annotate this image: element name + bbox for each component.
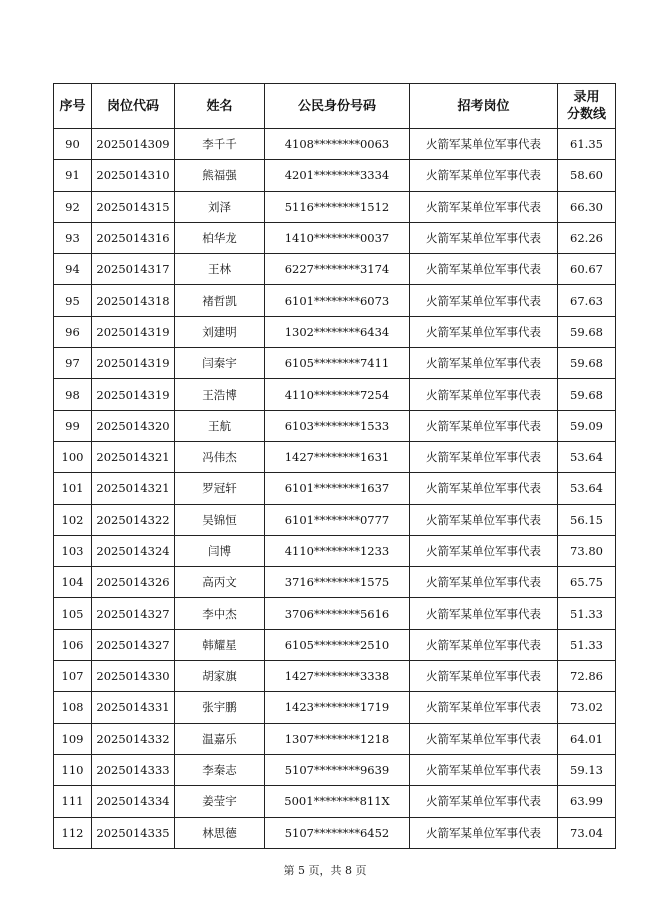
cell-name: 褚哲凯: [175, 285, 265, 316]
cell-score: 59.09: [558, 410, 616, 441]
header-score: [558, 84, 616, 129]
cell-name: 王航: [175, 410, 265, 441]
cell-post: 火箭军某单位军事代表: [410, 191, 558, 222]
table-row: [54, 129, 616, 160]
cell-score: 51.33: [558, 598, 616, 629]
cell-post: 火箭军某单位军事代表: [410, 160, 558, 191]
cell-name: 胡家旗: [175, 661, 265, 692]
table-row: [54, 379, 616, 410]
cell-seq: 97: [54, 348, 92, 379]
cell-score: 64.01: [558, 723, 616, 754]
cell-post: 火箭军某单位军事代表: [410, 410, 558, 441]
cell-id-number: 5001********811X: [265, 786, 410, 817]
cell-seq: 93: [54, 222, 92, 253]
table-row: [54, 160, 616, 191]
cell-seq: 101: [54, 473, 92, 504]
table-row: [54, 661, 616, 692]
cell-post-code: 2025014333: [92, 754, 175, 785]
table-row: [54, 473, 616, 504]
cell-post: 火箭军某单位军事代表: [410, 316, 558, 347]
cell-post-code: 2025014332: [92, 723, 175, 754]
cell-seq: 95: [54, 285, 92, 316]
cell-post-code: 2025014335: [92, 817, 175, 848]
cell-score: 58.60: [558, 160, 616, 191]
cell-id-number: 1307********1218: [265, 723, 410, 754]
cell-score: 62.26: [558, 222, 616, 253]
cell-score: 56.15: [558, 504, 616, 535]
cell-score: 60.67: [558, 254, 616, 285]
cell-seq: 103: [54, 535, 92, 566]
cell-post-code: 2025014326: [92, 567, 175, 598]
cell-post-code: 2025014316: [92, 222, 175, 253]
cell-score: 59.68: [558, 348, 616, 379]
cell-name: 刘建明: [175, 316, 265, 347]
cell-name: 姜莹宇: [175, 786, 265, 817]
cell-id-number: 6101********6073: [265, 285, 410, 316]
cell-id-number: 1410********0037: [265, 222, 410, 253]
header-score-line1: 录用: [573, 90, 600, 105]
cell-name: 温嘉乐: [175, 723, 265, 754]
cell-seq: 91: [54, 160, 92, 191]
cell-post: 火箭军某单位军事代表: [410, 348, 558, 379]
cell-seq: 102: [54, 504, 92, 535]
cell-post-code: 2025014321: [92, 473, 175, 504]
cell-id-number: 6103********1533: [265, 410, 410, 441]
cell-id-number: 5116********1512: [265, 191, 410, 222]
cell-post-code: 2025014315: [92, 191, 175, 222]
cell-post-code: 2025014330: [92, 661, 175, 692]
cell-post: 火箭军某单位军事代表: [410, 817, 558, 848]
table-row: [54, 754, 616, 785]
header-id-number: 公民身份号码: [265, 84, 410, 129]
cell-score: 73.04: [558, 817, 616, 848]
cell-name: 罗冠轩: [175, 473, 265, 504]
cell-score: 73.80: [558, 535, 616, 566]
cell-id-number: 3706********5616: [265, 598, 410, 629]
cell-score: 53.64: [558, 441, 616, 472]
cell-post-code: 2025014319: [92, 379, 175, 410]
cell-score: 59.68: [558, 379, 616, 410]
cell-id-number: 1302********6434: [265, 316, 410, 347]
cell-score: 73.02: [558, 692, 616, 723]
cell-post-code: 2025014321: [92, 441, 175, 472]
cell-post: 火箭军某单位军事代表: [410, 754, 558, 785]
cell-seq: 106: [54, 629, 92, 660]
cell-score: 72.86: [558, 661, 616, 692]
cell-seq: 99: [54, 410, 92, 441]
cell-id-number: 6101********1637: [265, 473, 410, 504]
cell-name: 王浩博: [175, 379, 265, 410]
table-row: [54, 222, 616, 253]
table-row: [54, 504, 616, 535]
cell-post-code: 2025014309: [92, 129, 175, 160]
table-header-row: [54, 84, 616, 129]
cell-seq: 110: [54, 754, 92, 785]
table-row: [54, 535, 616, 566]
cell-name: 吴锦恒: [175, 504, 265, 535]
cell-seq: 94: [54, 254, 92, 285]
admission-score-table: [53, 83, 616, 849]
header-post: 招考岗位: [410, 84, 558, 129]
cell-post: 火箭军某单位军事代表: [410, 473, 558, 504]
cell-id-number: 5107********9639: [265, 754, 410, 785]
cell-post-code: 2025014317: [92, 254, 175, 285]
cell-post: 火箭军某单位军事代表: [410, 285, 558, 316]
cell-post-code: 2025014318: [92, 285, 175, 316]
cell-post-code: 2025014331: [92, 692, 175, 723]
cell-post: 火箭军某单位军事代表: [410, 786, 558, 817]
cell-name: 柏华龙: [175, 222, 265, 253]
cell-score: 59.13: [558, 754, 616, 785]
cell-seq: 107: [54, 661, 92, 692]
cell-id-number: 4108********0063: [265, 129, 410, 160]
cell-id-number: 4201********3334: [265, 160, 410, 191]
cell-post: 火箭军某单位军事代表: [410, 379, 558, 410]
cell-seq: 104: [54, 567, 92, 598]
table-row: [54, 191, 616, 222]
cell-score: 51.33: [558, 629, 616, 660]
table-row: [54, 817, 616, 848]
cell-name: 刘泽: [175, 191, 265, 222]
cell-score: 65.75: [558, 567, 616, 598]
cell-name: 高丙文: [175, 567, 265, 598]
cell-post: 火箭军某单位军事代表: [410, 661, 558, 692]
cell-post-code: 2025014324: [92, 535, 175, 566]
cell-name: 李中杰: [175, 598, 265, 629]
cell-name: 王林: [175, 254, 265, 285]
cell-id-number: 1427********3338: [265, 661, 410, 692]
cell-post: 火箭军某单位军事代表: [410, 692, 558, 723]
table-row: [54, 316, 616, 347]
table-row: [54, 598, 616, 629]
cell-name: 闫博: [175, 535, 265, 566]
cell-seq: 111: [54, 786, 92, 817]
cell-post: 火箭军某单位军事代表: [410, 535, 558, 566]
cell-id-number: 1423********1719: [265, 692, 410, 723]
cell-name: 熊福强: [175, 160, 265, 191]
cell-post: 火箭军某单位军事代表: [410, 222, 558, 253]
cell-id-number: 5107********6452: [265, 817, 410, 848]
cell-name: 李秦志: [175, 754, 265, 785]
cell-score: 66.30: [558, 191, 616, 222]
cell-name: 韩耀星: [175, 629, 265, 660]
cell-id-number: 1427********1631: [265, 441, 410, 472]
cell-name: 李千千: [175, 129, 265, 160]
cell-name: 林思德: [175, 817, 265, 848]
header-seq: 序号: [54, 84, 92, 129]
cell-score: 67.63: [558, 285, 616, 316]
cell-post-code: 2025014319: [92, 316, 175, 347]
cell-post-code: 2025014327: [92, 629, 175, 660]
header-score-line2: 分数线: [566, 107, 606, 122]
cell-post: 火箭军某单位军事代表: [410, 504, 558, 535]
table-row: [54, 410, 616, 441]
table-row: [54, 692, 616, 723]
cell-score: 63.99: [558, 786, 616, 817]
cell-score: 61.35: [558, 129, 616, 160]
page-footer: 第 5 页，共 8 页: [283, 864, 367, 877]
cell-post: 火箭军某单位军事代表: [410, 723, 558, 754]
cell-score: 59.68: [558, 316, 616, 347]
cell-id-number: 6227********3174: [265, 254, 410, 285]
cell-post-code: 2025014310: [92, 160, 175, 191]
table-row: [54, 441, 616, 472]
cell-name: 闫秦宇: [175, 348, 265, 379]
table-row: [54, 629, 616, 660]
header-name: 姓名: [175, 84, 265, 129]
table-row: [54, 567, 616, 598]
cell-seq: 109: [54, 723, 92, 754]
cell-id-number: 4110********1233: [265, 535, 410, 566]
table-row: [54, 786, 616, 817]
cell-post-code: 2025014320: [92, 410, 175, 441]
cell-id-number: 4110********7254: [265, 379, 410, 410]
cell-seq: 100: [54, 441, 92, 472]
cell-post: 火箭军某单位军事代表: [410, 441, 558, 472]
cell-post: 火箭军某单位军事代表: [410, 129, 558, 160]
cell-seq: 92: [54, 191, 92, 222]
cell-post: 火箭军某单位军事代表: [410, 254, 558, 285]
header-post-code: 岗位代码: [92, 84, 175, 129]
table-body: [54, 129, 616, 849]
cell-post: 火箭军某单位军事代表: [410, 567, 558, 598]
cell-score: 53.64: [558, 473, 616, 504]
cell-post: 火箭军某单位军事代表: [410, 598, 558, 629]
cell-post-code: 2025014319: [92, 348, 175, 379]
table-row: [54, 254, 616, 285]
cell-post-code: 2025014322: [92, 504, 175, 535]
cell-seq: 96: [54, 316, 92, 347]
cell-id-number: 3716********1575: [265, 567, 410, 598]
table-row: [54, 285, 616, 316]
cell-post-code: 2025014327: [92, 598, 175, 629]
cell-post-code: 2025014334: [92, 786, 175, 817]
cell-seq: 112: [54, 817, 92, 848]
cell-post: 火箭军某单位军事代表: [410, 629, 558, 660]
cell-id-number: 6105********2510: [265, 629, 410, 660]
cell-name: 张宇鹏: [175, 692, 265, 723]
cell-name: 冯伟杰: [175, 441, 265, 472]
cell-id-number: 6101********0777: [265, 504, 410, 535]
cell-id-number: 6105********7411: [265, 348, 410, 379]
cell-seq: 90: [54, 129, 92, 160]
cell-seq: 98: [54, 379, 92, 410]
table-row: [54, 348, 616, 379]
cell-seq: 108: [54, 692, 92, 723]
cell-seq: 105: [54, 598, 92, 629]
table-row: [54, 723, 616, 754]
